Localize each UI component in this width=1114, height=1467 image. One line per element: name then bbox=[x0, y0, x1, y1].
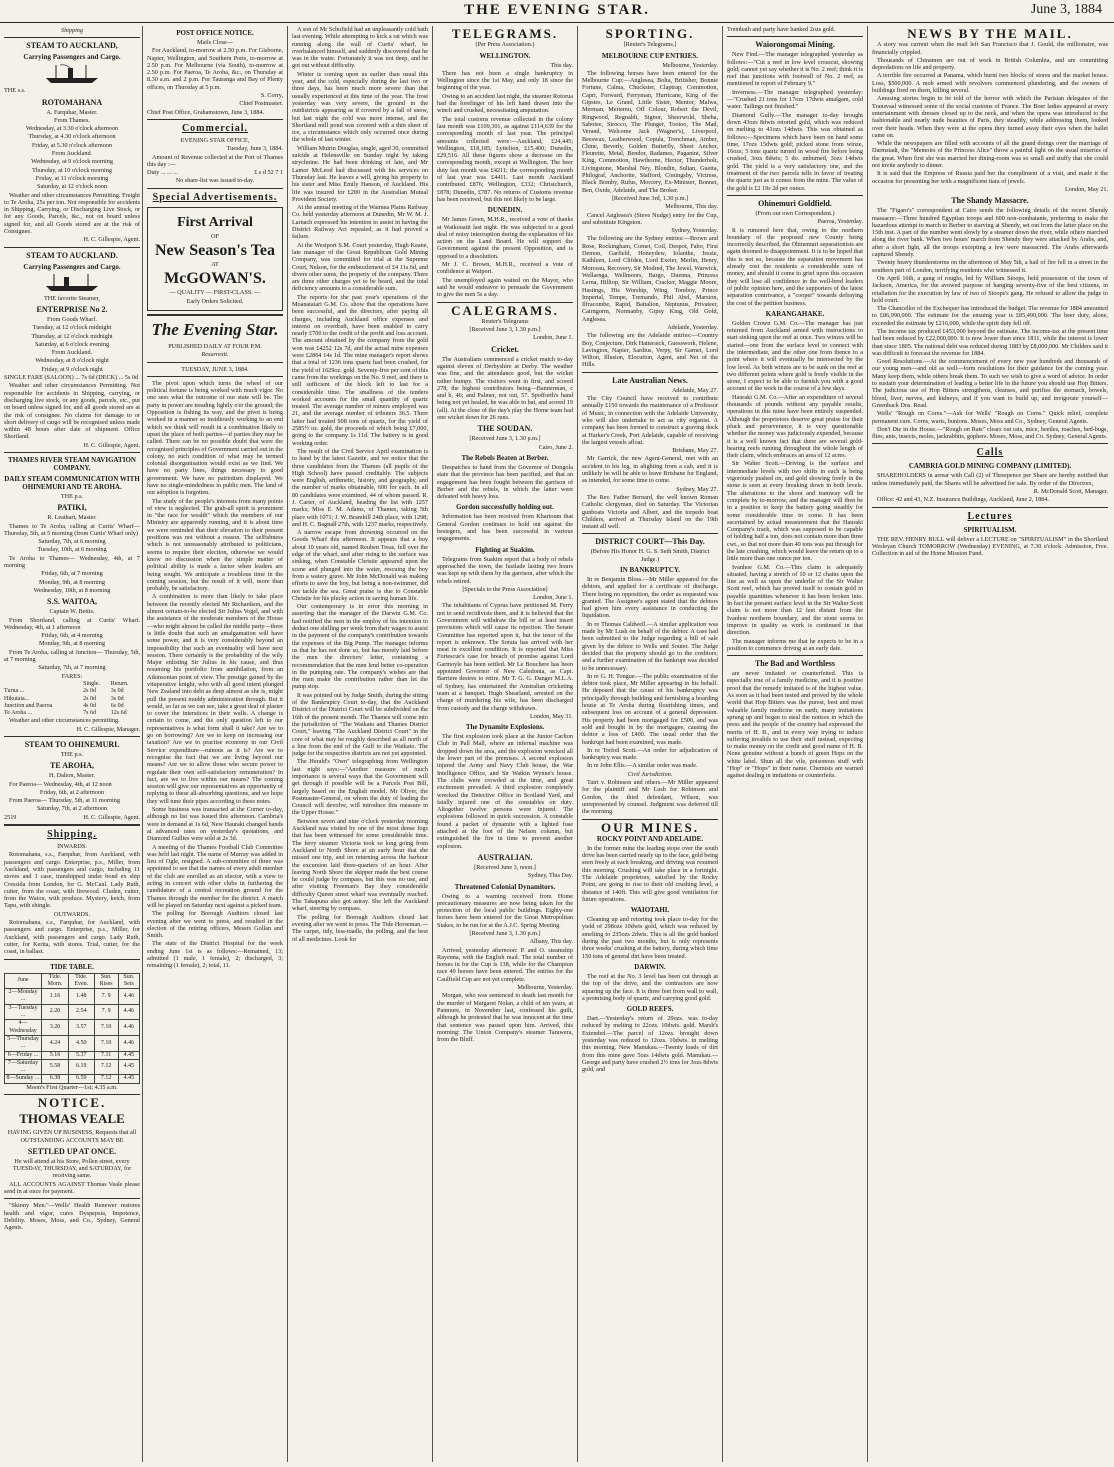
article-paragraph: Mr James Green, M.H.R., received a vote of thanks at Waikouaiti last night. He was subjected to a good deal of noisy interruption during the explanation of his action on the Land Board. He will support the Government against the present Opposition, and is opposed to a dissolution. bbox=[437, 216, 573, 260]
section-heading: OUR MINES. bbox=[600, 819, 699, 835]
story-heading: The Rebels Beaten at Berber. bbox=[461, 453, 549, 462]
article-paragraph: The Rev. Father Bernard, the well known Roman Catholic clergyman, died on Saturday. The Victorian gunboats Victoria and Albert, and the torpedo boat Childers, arrived at Thursday Island on the 19th instant all well. bbox=[582, 493, 718, 531]
article-paragraph: It is rumored here that, owing to the northern boundary of the proposed new County being incorrectly described, the Ohinemuri separationists are again doomed to disappointment. It is to be hoped that this is not so, because the separation movement has already cost the residents a considerable sum of money, and should it come to grief upon this occasion they will lose all confidence in the well-bred leaders of public opinion here, and the supporters of the latest separation contrivance, a "cooper" towards defraying the cost of the petition business. bbox=[727, 226, 863, 307]
sailing-time: Saturday, 7th, at 7 morning bbox=[38, 664, 106, 672]
sailing-time: Monday, 9th, at 8 morning bbox=[39, 640, 105, 648]
signer-name: S. Corry, bbox=[260, 92, 283, 100]
article-paragraph: Between seven and nine o'clock yesterday morning Auckland was visited by one of the most dense fogs that has been witnessed for some considerable time. The ferry steamer Victoria took so long going from Auckland to North Shore at an early hour that she missed one trip, and on returning across the harbour the excursion laid three-quarters of an hour. After leaving North Shore the skipper made the best course he could judge by compass, but this was no use, and after visiting Freeman's Bay they considerable difficulty Queen street wharf was eventually reached. The Takapuna also got astray. She left the Auckland wharf, steering by compass. bbox=[292, 817, 428, 913]
steamship-icon bbox=[42, 273, 102, 293]
ad-subheading: DAILY STEAM COMMUNICATION WITH OHINEMURI AND TE AROHA. bbox=[4, 474, 140, 491]
article-paragraph: The reef at the No. 3 level has been cut through at the top of the drive, and the contractors are now squaring up the face. It is three feet from wall to wall, a promising body of quartz, and carrying good gold. bbox=[582, 972, 718, 1002]
ship-name: PATIKI, bbox=[57, 503, 87, 513]
article-paragraph: The first explosion took place at the Junior Carlton Club in Pall Mall, where an infernal machine was dropped down the area, and the explosion wrecked all the lower part of the premises. A second explosion injured the Army and Navy Club house, the War Intelligence Office, and Sir Watkin Wynne's house. The clubs were crowded at the time, and great excitement prevailed. A third explosion completely wrecked the Detective Office in Scotland Yard, and fatally injured one of the constables on duty. Altogether twelve persons were injured. The explosions followed in quick succession. A constable found a packet of dynamite with a lighted fuse attached at the foot of the Nelson column, but extinguished the fire in time to prevent another explosion. bbox=[437, 733, 573, 850]
article-paragraph: The following are the Adelaide entries:—Country Boy, Conjecture, Dirk Hatteraick, Guesswork, Helene, Lavington, Napier, Sardius, Verpy, Sir Garnet, Lord Wilton, Illusion, Elocution, Agent, and Net of the Hills. bbox=[582, 332, 718, 369]
sailing-time: Thames to Te Aroha, calling at Curtis' Wharf— Thursday, 5th, at 5 morning (from Curtis' Wharf only) bbox=[4, 522, 140, 537]
article-paragraph: At the Westport S.M. Court yesterday, Hugh Keane, late manager of the Great Republican Gold Mining Company, was committed for trial at the Supreme Court, Nelson, for the embezzlement of £4 11s 6d, and divers other sums, the property of the company. There are three other charges yet to be heard, and the total deficiency amounts to a considerable sum. bbox=[292, 241, 428, 293]
sailing-time: Saturday, at 6 o'clock evening bbox=[34, 340, 110, 348]
tide-table-heading: TIDE TABLE. bbox=[50, 962, 94, 971]
ship-name: TE AROHA, bbox=[49, 761, 94, 771]
notice-text: He will attend at his Store, Pollen street, every TUESDAY, THURSDAY, and SATURDAY, for receiving same. bbox=[12, 1157, 132, 1180]
dateline: Melbourne, Yesterday. bbox=[662, 61, 718, 69]
masthead bbox=[0, 0, 1114, 23]
table-row: Turua ... 2s 0d 3s 0d bbox=[4, 688, 124, 695]
article-paragraph: The inhabitants of Cyprus have petitioned M. Ferry not to send recidivists there, and it is believed that the Government will withdraw the bill or at least insert provisions which will cause its rejection. The Senate Committee has reported upon it, but the tenor of the report is unknown. The Sorata has arrived with her meat in excellent condition. It is reported that Miss Fortescue's case for breach of promise against Lord Garmoyle has been settled. Mr Le Bouchere has been appointed Governor of New Caledonia, as Capt. Barriere desires to retire. Mr T. G. G. Danger M.L.A. of Sydney, has entertained the Australian cricketing team at a banquet. Hugh Shearland, arrested on the charge of murdering his wife, has been discharged from custody and the charge withdrawn. bbox=[437, 602, 573, 712]
sailing-time: Saturday, 7th, at 6 morning bbox=[38, 538, 106, 546]
ship-line: THE p.s. bbox=[60, 751, 84, 758]
article-paragraph: In re Benjamin Bloss.—Mr Miller appeared for the debtors, and applied for a certificate of discharge. There being no opposition, the order as requested was granted. The Assignee's agent stated that the debtors had given him every assistance in conducting the liquidation. bbox=[582, 576, 718, 620]
article-paragraph: Dart.—Yesterday's return of 29ozs. was to-day reduced by melting to 22ozs. 10dwts. gold. Marsh's Extended.—The parcel of 12ozs. brought down yesterday was reduced to 12ozs. 10dwts. in melting this morning. New Manukau.—Twenty loads of dirt from this mine gave 5ozs 14dwts gold. Manukau.—George and party have crushed 2½ tons for 3ozs 8dwts gold, and bbox=[582, 1015, 718, 1074]
ad-intro: THE favorite Steamer, bbox=[44, 294, 100, 302]
article-paragraph: Despatches to hand from the Governor of Dongola state that the province has been pacified, and that an engagement has been fought between the garrison of Berber and the rebels, in which the latter were defeated with heavy loss. bbox=[437, 463, 573, 501]
article-paragraph: Mr Garrick, the new Agent-General, met with an accident to his leg, in alighting from a cab, and it is unlikely he will be able to leave Brisbane for England, as intended, for some time to come. bbox=[582, 455, 718, 485]
shipping-note: Weather and other circumstances Permitting. Freight to Te Aroha, 25s per ton. Not responsible for accidents in Shipping, Carrying, or Discharging Live Stock, or for any Goods, Parcels, &c., not on board unless signed for, and all Goods stored are at the risk of Consignee. bbox=[4, 191, 140, 236]
route-heading: From Goods Wharf. bbox=[47, 315, 97, 323]
sailing-time: Friday, at 11 o'clock morning bbox=[35, 174, 109, 182]
sailing-time: Thursday, at 4.30 o'clock afternoon bbox=[28, 133, 116, 141]
article-paragraph: Arrived, yesterday afternoon: P. and O. steamship Rayenna, with the English mail. The total number of horses in for the Cup is 138, while for the Champion race 40 horses have been entered. The entries for the Caulfield Cup are not yet complete. bbox=[437, 946, 573, 983]
article-paragraph: Golden Crown G.M. Co.—The manager has just returned from Auckland armed with instructions to start sinking upon the reef at once. Two winzes will be started—one from the surface level to connect with the intermediate, and the other one from thence to a point where it will eventually be intersected by the low level. As both winzes are to be sunk on the reef at two different points where gold is freely visible in the stone, I expect to be able to furnish you with a good account of the work in the course of a few days. bbox=[727, 319, 863, 393]
tide-table: June Tide. Morn. Tide. Even. Sun. Rises Sun. Sets 2—Monday ... 1.16 1.48 7. 9 4.46 3—Tuesday ... 2.20 2.54 7. 9 4.46 4—Wednesday 3.20 3.57 7.10 4.46 5—Thursday ... 4.24 4.50 7.10 4.46 6—Friday ... 5.16 5.37 7.11 4.45 7—Saturday ... 5.58 6.19 7.12 4.45 8—Sunday ... 6.38 6.59 7.12 4.45 bbox=[4, 973, 140, 1084]
dateline: Melbourne, This day. bbox=[665, 203, 718, 211]
ad-headline: First Arrival bbox=[177, 214, 253, 230]
ad-text: AT bbox=[211, 261, 219, 269]
ad-heading: SPIRITUALISM. bbox=[963, 525, 1017, 534]
table-row: Te Aroha ... 7s 6d 12s 6d bbox=[4, 710, 127, 717]
article-paragraph: Some business was transacted at the Corner to-day, although no list was issued this afternoon. Cambria's were in demand at 1s 6d, New Hauraki changed hands at advanced rates on yesterday's quotations, and Diamond Gullies were sold at 2s 3d. bbox=[147, 806, 283, 843]
ship-line: THE p.s. bbox=[60, 492, 84, 500]
section-heading: Waiorongomai Mining. bbox=[755, 40, 835, 50]
subheading: OUTWARDS. bbox=[54, 910, 90, 918]
section-heading: Shipping. bbox=[47, 829, 97, 841]
article-paragraph: William Muirin Douglas, single, aged 30, committed suicide at Helensville on Sunday night by taking strychnine. He had been drinking of late, and Mr Lamor McLeod had discussed with his services on Thursday last. He leaves a will, giving his property to his sister and Miss Emily Hanson, of Auckland. His life was insured for £200 in the Australian Mutual Provident Society. bbox=[292, 144, 428, 203]
article-paragraph: Hauraki G.M. Co.—After an expenditure of several thousands of pounds without any payable results, operations in this mine have been entirely suspended. Although the proprietors deserve great praise for their pluck and perseverance, it is very questionable whether the money was judiciously expended, because it is a well known fact that there are several gold-bearing reefs running throughout the whole length of their claim, which embraces an area of 12 acres. bbox=[727, 393, 863, 460]
issue-dateline: TUESDAY, JUNE 3, 1884. bbox=[181, 365, 249, 373]
ad-address: Office: 42 and 43, N.Z. Insurance Buildings, Auckland, June 2, 1884. bbox=[877, 496, 1049, 504]
column-4 bbox=[437, 26, 573, 1462]
dateline: Tuesday, June 3, 1884. bbox=[226, 145, 283, 153]
story-heading: DARWIN. bbox=[634, 962, 666, 971]
section-heading: AUSTRALIAN. bbox=[477, 852, 533, 862]
subheading: IN BANKRUPTCY. bbox=[619, 566, 681, 574]
article-paragraph: Our contemporary is in error this morning in asserting that the manager of the Darwin G.M. Co. had notified the men in the employ of his intention to deduct one shilling per week from their wages to assist in the payment of the company's contribution towards the expenses of the Big Pump. The manager informs us that he has not done so, but has merely laid before the men the directors' letter, containing a recommendation that the men lend better co-operation in the pumping rate. The company's wishes are that the men make the contribution rather than let the pump stop. bbox=[292, 603, 428, 691]
route-heading: From Auckland. bbox=[51, 150, 93, 158]
advertisement-text: THE REV. HENRY BULL will deliver a LECTURE on "SPIRITUALISM" in the Shortland Wesleyan Church TOMORROW (Wednesday) EVENING, at 7.30 o'clock. Admission, Free. Collection in aid of the Home Mission Fund. bbox=[872, 535, 1108, 558]
sailing-time: From Shortland, calling at Curtis' Wharf. Wednesday, 4th, at 1 afternoon bbox=[4, 616, 140, 631]
office-line: EVENING STAR OFFICE, bbox=[180, 136, 250, 144]
wire-source: [Reuter's Telegrams.] bbox=[623, 41, 677, 49]
article-paragraph: Ivanhoe G.M. Co.—This claim is adequately situated, having a stretch of 10 or 12 chains upon the line as well as upon the underlie of the Sir Walter Scott reef, which has proved itself to contain gold in payable quantities whenever it has been broken into. In fact the present surface level in the Sir Walter Scott claim is not more than 12 feet distant from the Ivanhoe northern boundary, and the stone seems to improve in quality as work is continued in that direction. bbox=[727, 563, 863, 637]
dateline: London, June 1. bbox=[533, 594, 573, 602]
section-heading: Calls bbox=[976, 447, 1004, 459]
ship-master: Captain W. Bettis. bbox=[49, 608, 95, 616]
advertisement-text: "Skinny Men."—Wells' Health Renewer restores health and vigor, cures Dyspepsia, Impotence, Debility. Moses, Moss, and Co., Sydney, General Agents. bbox=[4, 1202, 140, 1232]
column-6 bbox=[727, 26, 863, 1462]
wire-source: (Per Press Association.) bbox=[475, 41, 535, 49]
ad-heading: POST OFFICE NOTICE. bbox=[176, 29, 254, 37]
story-heading: WAIOTAHI. bbox=[630, 906, 670, 915]
article-paragraph: Cancel Anglesea's (Steve Nudge) entry for the Cup, and substitute Kingston. bbox=[582, 211, 718, 226]
story-heading: GOLD REEFS. bbox=[626, 1005, 674, 1014]
advertisement-text: SHAREHOLDERS in arrear with Call (2) of Threepence per Share are hereby notified that unless immediately paid, the Shares will be advertised for sale. By order of the Directors, bbox=[872, 472, 1108, 487]
article-paragraph: A terrible fire occurred at Panama, which burnt two blocks of stores and the market house. Loss, $500,000. A mob armed with revolvers commenced plundering, and the owners of buildings fired on them, killing several. bbox=[872, 72, 1108, 95]
sailing-time: From Paeroa— Thursday, 5th, at 11 morning bbox=[9, 797, 120, 805]
sailing-time: For Paeroa— Wednesday, 4th, at 12 noon bbox=[9, 780, 112, 788]
wire-source: Reuter's Telegrams bbox=[481, 317, 529, 325]
table-row: 3—Tuesday ... 2.20 2.54 7. 9 4.46 bbox=[5, 1004, 140, 1020]
dateline: Adelaide, Yesterday. bbox=[667, 323, 718, 331]
newspaper-title: THE EVENING STAR. bbox=[464, 2, 650, 18]
article-paragraph: In re Thomas Caldwell.—A similar application was made by Mr Lush on behalf of the debtor. A case had been submitted to the Judge regarding a bill of sale given by the debtor to Wells and Souter. The Judge decided that the property should go to the creditors; and a further examination of the bankrupt was decided to be unnecessary. bbox=[582, 620, 718, 672]
table-row: 7—Saturday ... 5.58 6.19 7.12 4.45 bbox=[5, 1059, 140, 1075]
article-paragraph: Sir Walter Scott.—Driving is the surface and intermediate levels with two shifts in each is being vigorously pushed on, and gold showing freely in the stone is seen at every breaking down in both levels. The alterations to the shoot and tramway will be complete by to-morrow, and the manager will then be in a position to keep the battery going steadily for some considerable time to come. It has been ascertained by actual measurement that the Hauraki Company's track, which was supposed to be capable of holding half a ton, does not contain more than three cwt., so that not more than 40 tons was put through for the late crushing, which would leave the return up to a little more than one ounce per ton. bbox=[727, 460, 863, 563]
article-paragraph: Owing to an accident last night, the steamer Rotorua had the forefinger of his left hand drawn into the winch and crushed, necessitating amputation. bbox=[437, 92, 573, 115]
place-heading: DUNEDIN. bbox=[487, 206, 523, 215]
table-row: 5—Thursday ... 4.24 4.50 7.10 4.46 bbox=[5, 1035, 140, 1051]
subheading: INWARDS. bbox=[57, 843, 87, 851]
article-paragraph: A narrow escape from drowning occurred on the Goods Wharf this afternoon. It appears that a boy about 10 years old, named Reuben Treas, fell over the edge of the wharf, and after rising to the surface was sinking, when Constable Christie appeared upon the scene and plunged into the water, rescuing the boy from a watery grave. Mr John McDonald was making efforts to save the boy, but being a non-swimmer, did not tackle the sea. Great praise is due to Constable Christie for his plucky action in saving human life. bbox=[292, 529, 428, 602]
motto: Resurrexit. bbox=[201, 351, 229, 359]
ad-code: 2519 bbox=[4, 813, 17, 821]
route-heading: From Auckland. bbox=[51, 349, 93, 357]
article-paragraph: The City Council have received to contribute annually £150 towards the maintenance of a Professor of Music, in connection with the Adelaide University, who will also undertake to act as city organist. A company has been formed to construct a graving dock at Harker's Creek, Port Adelaide, capable of receiving the largest vessels afloat. bbox=[582, 395, 718, 446]
signer-title: Chief Postmaster. bbox=[239, 100, 283, 108]
notice-text: ALL ACCOUNTS AGAINST Thomas Veale please send in at once for payment. bbox=[4, 1180, 140, 1196]
ad-text: — QUALITY — FIRST-CLASS. — bbox=[169, 289, 261, 297]
ad-heading: CAMBRIA GOLD MINING COMPANY (LIMITED). bbox=[908, 462, 1072, 471]
article-paragraph: A meeting of the Thames Football Club Committee was held last night. The name of Murray was added in lieu of Ogle, resigned. A sub-committee of three was appointed to see that the names of every adult member of the club are enrolled as an elector, with a view to acting in concert with other clubs in furthering the candidature of a central recreation ground for the Thames through the member for the district. A match will be played on Saturday next against a picked team. bbox=[147, 843, 283, 909]
article-paragraph: The reports for the past year's operations of the Moanataiari G.M. Co. show that the operations have been successful, and the directors, after paying all charges, including Auckland office expenses and interest on overdraft, have been enabled to carry nearly £700 to the credit of the profit and loss account. The amount obtained by the company from the gold won was £4252 12s 7d, and the actual mine expenses were £2864 14s 1d. The mine manager's report shows that a total of 1236 tons quartz had been crushed, for the yield of 1629oz. gold. Seventy-five per cent of this came from the workings on the No. 9 reef, and there is still sufficient of the block left to last for a considerable time. The smallness of the tenders worked accounts for the small quantity of quartz treated. The average number of miners employed was 21, and the average number of tributers 36.5. There latter had treated 908 tons of quartz, for the yield of 2585½ oz. gold, the proceeds of which being £7,000, going to the company 1s 11d. The battery is in good working order. bbox=[292, 293, 428, 447]
article-paragraph: The total customs revenue collected in the colony last month was £109,301, as against £114,639 for the corresponding month of last year. The principal amounts collected were:—Auckland, £24,445; Wellington, £18,185; Lyttelton, £15,400; Dunedin, £29,516. All these figures show a decrease on the corresponding month, except at Wellington. The beer duty last month was £4211; the corresponding month of last year was £4411. Last month Auckland contributed £876; Wellington, £332; Christchurch, £878; Dunedin, £787. No returns of Customs revenue has been received, but this not likely to be large. bbox=[437, 115, 573, 203]
article-paragraph: The state of the District Hospital for the week ending June 1st is as follows:—Remained, 13; admitted (1 male, 1 female), 2; discharged, 3; remaining (1 female), 2; total, 11. bbox=[147, 940, 283, 970]
ship-line: THE s.s. bbox=[4, 87, 26, 95]
moon-phase: Moon's First Quarter—1st; 4.35 a.m. bbox=[26, 1083, 118, 1091]
article-text: Rotomahana, s.s., Farquhar, for Auckland, with passengers and cargo. Enterprise, p.s., Miller, for Auckland, with passengers and cargo. Lady Ruth, cutter, for Kerita, with stores. Trial, cutter, for the coast, in ballast. bbox=[4, 919, 140, 956]
sailing-time: Thursday, at 10 o'clock morning bbox=[32, 166, 112, 174]
fares-heading: FARES: bbox=[61, 672, 83, 680]
article-paragraph: Tairi v. Robinson and others.—Mr Miller appeared for the plaintiff and Mr Lush for Robinson and Gordon, the third defendant, Wilson, was unrepresented by counsel. Judgment was deferred till the morning. bbox=[582, 779, 718, 816]
article-paragraph: A son of Mr Schofield had an unpleasantly cold bath last evening. While attempting to kick a rat which was running along the wall of Curtis' wharf, he overbalanced himself, and suddenly discovered that he was in the water. Fortunately it was not deep, and he got out without difficulty. bbox=[292, 26, 428, 70]
subheading: Mails Close— bbox=[197, 39, 233, 46]
section-heading: Ohinemuri Goldfield. bbox=[758, 198, 832, 208]
sailing-time: Saturday, 7th, at 2 afternoon bbox=[36, 805, 108, 813]
dateline: Albany, This day. bbox=[529, 938, 573, 946]
story-heading: Cricket. bbox=[491, 344, 519, 354]
article-paragraph: While the newspapers are filled with accounts of all the grand doings over the marriage of Darmstadt, the "Memoirs of the Princess Alice" throw a painful light on the usual miseries of the great. When first she was married her dining-room was so small and stuffy that she could not invite anybody to dinner. bbox=[872, 140, 1108, 170]
duty-label: Duty ... ... ... bbox=[147, 169, 178, 177]
sailing-time: Tuesday, 10th, at 6 morning bbox=[37, 546, 107, 554]
ship-name: ENTERPRISE No 2. bbox=[36, 304, 108, 314]
advertisement-heading: The Bad and Worthless bbox=[754, 659, 836, 669]
article-paragraph: A story was current when the mail left San Francisco that J. Gould, the millionaire, was financially crippled. bbox=[872, 41, 1108, 56]
article-paragraph: New Find.—The manager telegraphed yesterday as follows:—"Cut a reef in low level crosscut, showing gold; cannot yet say whether it is No. 2 reef; think it is reef that junctions with footwall of No. 2 reef, as mentioned in report of February 9." bbox=[727, 51, 863, 88]
article-paragraph: The manager informs me that he expects to be in a position to commence driving at an early date. bbox=[727, 637, 863, 652]
note: No share-list was issued to-day. bbox=[175, 177, 255, 185]
sailing-time: Wednesday, at 3.30 o'clock afternoon bbox=[25, 125, 119, 133]
section-heading: Commercial. bbox=[181, 122, 249, 134]
article-paragraph: Twenty heavy thunderstorms on the afternoon of May 5th, a hail of fire fell in a street in the southern part of London, terrifying residents who witnessed it. bbox=[872, 259, 1108, 274]
sailing-time: Friday, at 9 o'clock night bbox=[41, 365, 103, 373]
publication-note: PUBLISHED DAILY AT FOUR P.M. bbox=[168, 342, 262, 350]
shipping-note: Weather and other circumstances Permitting. Not responsible for accidents in Shipping, carrying, or discharging live stock, or any goods, parcels, etc., put on board unless signed for, and all goods stored are at the risk of consignee. No claims for damage to or short delivery of cargo will be recognised unless made within 48 hours after date of shipment. Office Shortland. bbox=[4, 382, 140, 441]
section-heading: DISTRICT COURT—This Day. bbox=[595, 537, 705, 547]
article-paragraph: The polling for Borough Auditors closed last evening after we went to press, and resulted in the election of the retiring officers, Messrs Gollan and Smith. bbox=[147, 910, 283, 940]
table-row: 2—Monday ... 1.16 1.48 7. 9 4.46 bbox=[5, 989, 140, 1005]
wire-source: [Specials to the Press Association] bbox=[462, 585, 548, 593]
ad-text: Early Orders Solicited. bbox=[186, 297, 244, 305]
dateline: London, May 31. bbox=[530, 712, 573, 720]
article-paragraph: Inverness.—The manager telegraphed yesterday:—"Crushed 21 tons for 17ozs 17dwts amalgam, cold water. Tailings not finished." bbox=[727, 88, 863, 111]
article-paragraph: The "Figaro's" correspondent at Cairo sends the following details of the recent Shendy massacre:—Three hundred Egyptian troops and 600 non-combatants, preferring to make the hazardous attempt to march to Berber to starving at Shendy, set out from the latter place on the 15th inst. A part of the number went slowly by a steamer down the river, while others marched along the river bank. When two hours' march from Shendy they were attacked by Arabs, and, after a short fight, all the troops excepting a few were massacred. The Arabs afterwards captured Shendy. bbox=[872, 207, 1108, 259]
section-heading: CALEGRAMS. bbox=[451, 302, 559, 318]
sailing-time: Te Aroha to Thames— Wednesday, 4th, at 7 morning bbox=[4, 554, 140, 570]
ship-name: ROTOMAHANA bbox=[41, 97, 103, 107]
fare-line: SINGLE FARE (SALOON) ... 7s 6d (DECK) ... 5s 0d bbox=[4, 374, 139, 382]
ad-subheading: Carrying Passengers and Cargo. bbox=[23, 53, 121, 62]
paper-nameplate: The Evening Star. bbox=[151, 319, 279, 339]
received-line: [Received June 3, noon.] bbox=[474, 863, 536, 871]
tea-advertisement bbox=[147, 207, 283, 311]
ship-master: R. Leathart, Master. bbox=[47, 514, 97, 522]
article-paragraph: It is said that the Empress of Russia paid her the compliment of a visit, and made it the occasion for presenting her with a magnificent tiara of jewels. bbox=[872, 170, 1108, 185]
agent-name: H. C. Gillespie, Agent. bbox=[83, 813, 140, 821]
article-paragraph: In re John Ellis.—A similar order was made. bbox=[587, 762, 698, 770]
received-line: [Received June 3rd, 1.30 p.m.] bbox=[611, 194, 689, 202]
received-line: [Received June 3, 1.30 p.m.] bbox=[469, 326, 541, 334]
article-text: Amount of Revenue collected at the Port of Thames this day :— bbox=[147, 153, 283, 168]
article-paragraph: The Chancellor of the Exchequer has introduced the budget. The revenue for 1884 amounted to £86,990,000. The estimate for the ensuing year is £85,490,000. The beer duty, alone, exceeded the estimate by £216,000, while the spirit duty fell off. bbox=[872, 305, 1108, 327]
table-row: Hikutaia... 2s 0d 3s 0d bbox=[4, 695, 124, 702]
article-paragraph: The unemployed again waited on the Mayor, who said he would endeavor to persuade the Government to give the men 5s a day. bbox=[437, 276, 573, 299]
article-paragraph: Cleaning up and retorting took place to-day for the yield of 298ozs 10dwts gold, which was reduced by smelting to 235ozs 2dwts. This is all the gold banked during the past two months, but is only represents three weeks' crushing at the battery, during which time 150 tons of general dirt have been treated. bbox=[582, 916, 718, 960]
article-paragraph: Good Resolutions.—At the commencement of every new year hundreds and thousands of our young men—and old as well—form resolutions for their guidance for the coming year. Many keep them, while others break them. To such we wish to give a word of advice. In order to sustain your determination of leading a better life in the future you should use Hop Bitters. The judicious use of Hop Bitters strengthens, cleanses, and purifies the stomach, bowels, blood, liver, nerves, and kidneys, and if you want to build up, and invigorate yourself—Greenback Dos. Read. bbox=[872, 358, 1108, 409]
section-heading: Lectures bbox=[967, 510, 1013, 522]
article-paragraph: Amusing stories begin to be told of the horror with which the Parisian delegates of the Transvaal witnessed some of the social customs of France. The Boer ladies appeared at every entertainment with dresses closed up to the neck, and when the opera was introduced to the fashionable and nearly nude beauties of Paris, they steadily, while addressing them, looked over their heads. When they were at the opera they turned away their eyes when the ballet came on. bbox=[872, 95, 1108, 139]
article-paragraph: The polling for Borough Auditors closed last evening after we went to press. The Tide Horseman.—The carpet, tidy, boa-toadle, the polling, and the best of all medicines. Look for bbox=[292, 913, 428, 943]
story-heading: Gordon successfully holding out. bbox=[456, 503, 554, 512]
sailing-time: From Te Aroha, calling at Junction— Thursday, 5th, at 7 morning bbox=[4, 648, 140, 664]
section-heading: SPORTING. bbox=[605, 26, 695, 41]
place-heading: WELLINGTON. bbox=[479, 51, 531, 60]
ship-name: S.S. WAITOA, bbox=[47, 597, 97, 607]
notice-text: HAVING GIVEN UP BUSINESS, Requests that all OUTSTANDING ACCOUNTS MAY BE bbox=[7, 1129, 137, 1144]
issue-date: June 3, 1884 bbox=[1030, 2, 1102, 17]
route-heading: From Thames. bbox=[54, 116, 90, 124]
agent-name: H. C. Gillespie, Agent. bbox=[83, 236, 140, 244]
fares-table: Single. Return. Turua ... 2s 0d 3s 0d Hikutaia... 2s 0d 3s 0d Junction and Paeroa 4s 0d 6s 0d Te Aroha ... 7s 6d 12s 6d bbox=[4, 681, 140, 717]
received-line: [Received June 3, 1.30 p.m.] bbox=[469, 435, 541, 443]
steamship-icon bbox=[42, 63, 102, 85]
signer-name: R. McDonald Scott, Manager. bbox=[1033, 488, 1108, 496]
article-paragraph: There has not been a single bankruptcy in Wellington since the 1st May, and only 18 since the beginning of the year. bbox=[437, 69, 573, 92]
article-paragraph: The following are the Sydney entries:—Brown and Rose, Rockingham, Comet, Coil, Despot, Fabo, First Demon, Garfield, Honeydew, Iolanthe, Jessie, Kathleen, Lord Clifden, Lord Exeter, Merlin, Henry, Morceau, Recovery, Sir Modred, The Jewel, Warwick, Wellarnga, Wellmoors, Bargo, Duenna, Princess Lerna, Hilltop, Sir William, Cracker, Maggie Moore, Hastings, His Worship, Wing, Tomboy, Prince Imperial, Tempe, Tremando, Phil Abel, Marston, Ilfracombe, Rapid, Battalion, Neptunus, Privateer, Cairngorm, Normanby, Gipsy King, Old Gold, Anglesea. bbox=[582, 235, 718, 323]
dateline: Brisbane, May 27. bbox=[672, 447, 718, 455]
story-heading: KARANGAHAKE. bbox=[765, 309, 825, 318]
ad-subheading: Carrying Passengers and Cargo. bbox=[23, 262, 121, 271]
table-row: Junction and Paeroa 4s 0d 6s 0d bbox=[4, 702, 124, 709]
ad-headline: McGOWAN'S. bbox=[164, 270, 266, 288]
notice-heading: NOTICE. bbox=[37, 1094, 107, 1110]
article-paragraph: The Australians commenced a cricket match to-day against eleven of Derbyshire at Derby. The weather was fine, and the attendance good, but the wicket rather bumpy. The visitors went in first, and scored 278, the highest contributors being—Bannerman, c and b, 46; and Palmer, not out, 57. Spofforth's hand being not yet healed, he was able to bat, and scored 19 (all). At the close of the day's play the Home team had one wicket down for 26 runs. bbox=[437, 355, 573, 422]
shipping-note: Weather and other circumstances permitting. bbox=[9, 717, 120, 725]
column-7 bbox=[872, 26, 1108, 1462]
article-paragraph: Mr J. C. Brown, M.H.R., received a vote of confidence at Waipori. bbox=[437, 261, 573, 276]
article-paragraph: In re G. H. Tongue.—The public examination of the debtor took place, Mr Miller appearing in his behalf. He deposed that the cause of his bankruptcy was principally through building and furnishing a boarding house at Te Aroha during flourishing times, and subsequent loss on account of a general depression. His property had been mortgaged for £500, and was sold and bought in by the mortgagee, causing the debtor a loss of £400. The usual order that the bankrupt had been examined, was made. bbox=[582, 672, 718, 746]
advertisement-text: are never imitated or counterfeited. This is especially true of a family medicine, and it is positive proof that the remedy imitated is of the highest value. As soon as it had been tested and proved by the whole world that Hop Bitters was the purest, best and most valuable family medicine on earth, many imitations sprung up and began to steal the notices in which the press and the people of the country had expressed the merits of H. B., and in every way trying to induce suffering invalids to use their stuff instead, expecting to make money on the credit and good name of H. B. None genuine without a bunch of green Hops on the white label. Shun all the vile, poisonous stuff with "Hop" or "Hops" in their name. Chemists are warned against dealing in imitations or counterfeits. bbox=[727, 670, 863, 780]
column-3 bbox=[292, 26, 428, 1462]
agent-name: H. C. Gillespie, Manager. bbox=[76, 725, 140, 733]
table-row: 4—Wednesday 3.20 3.57 7.10 4.46 bbox=[5, 1020, 140, 1036]
dateline: London, June 1. bbox=[533, 334, 573, 342]
dateline: Sydney, This Day. bbox=[527, 872, 573, 880]
dateline: This day. bbox=[550, 61, 573, 69]
section-label: Shipping bbox=[60, 27, 83, 34]
article-paragraph: Owing to a warning received from Home precautionary measures are now being taken for the protection of the local public buildings. Eighty-one horses have been entered for the Great Metropolitan Stakes, to be run for at the A.J.C. Spring Meeting. bbox=[437, 892, 573, 929]
sailing-time: Tuesday, at 12 o'clock midnight bbox=[32, 324, 112, 332]
signer-office: Chief Post Office, Grahamstown, June 3, 1884. bbox=[147, 108, 265, 116]
column-1 bbox=[4, 26, 140, 1462]
column-2 bbox=[147, 26, 283, 1462]
story-heading: Threatened Colonial Dynamitors. bbox=[454, 882, 556, 891]
story-heading: Fighting at Suakim. bbox=[475, 545, 535, 554]
article-text: Rotomahana, s.s., Farquhar, from Auckland, with passengers and cargo. Enterprise, p.s., Miller, from Auckland, with passengers and cargo, including 11 stoves and 1 case, transhipped under bond ex ship Cressida from London, for G. McCaul. Lady Ruth, cutter, from the coast, with firewood. Cluden, cutter, from the Waiou, with produce. Mystery, ketch, from Tapu, with shingle. bbox=[4, 851, 140, 910]
article-paragraph: Don't Die in the House.—"Rough on Rats" clears out rats, mice, beetles, roaches, bed-bugs, flies, ants, insects, moles, jackrabbits, gophers. Moses, Moss, and Co. Sydney, General Agents. bbox=[872, 425, 1108, 441]
section-heading: TELEGRAMS. bbox=[451, 26, 559, 41]
dateline: Adelaide, May 27. bbox=[671, 386, 718, 394]
article-paragraph: Winter is coming upon us earlier than usual this year, and the cold, especially during the last two or three days, has been much more severe than that usually experienced at this time of the year. The frost yesterday was very severe, the ground in the outdistricts appearing as if covered by a fall of snow, but last night the cold was more intense, and the Shortland mill pond was covered with a thin sheet of ice, a circumstance which only occurred once during the whole of last winter. bbox=[292, 70, 428, 144]
article-paragraph: Wells' "Rough on Corns."—Ask for Wells' "Rough on Corns." Quick relief, complete permanent cure. Corns, warts, bunions. Moses, Moss and Co., Sydney, General Agents. bbox=[872, 410, 1108, 425]
ad-headline: New Season's Tea bbox=[154, 242, 276, 260]
ship-master: A. Farquhar, Master. bbox=[46, 108, 98, 116]
ship-master: H. Dalton, Master. bbox=[49, 772, 95, 780]
section-heading: NEWS BY THE MAIL. bbox=[907, 26, 1073, 41]
sailing-time: Friday, at 5.30 o'clock afternoon bbox=[31, 141, 113, 149]
section-heading: Special Advertisements. bbox=[152, 191, 278, 203]
article-paragraph: The income tax produced £453,000 beyond the estimate. The income-tax at the present time had been reduced by £22,000,000. It is now lower than since 1811, while the interest is lower than since 1805. The national debt was reduced during 1883 by £8,000,000. Mr Childers said it was difficult to forecast the revenue for 1884. bbox=[872, 327, 1108, 357]
ad-heading: STEAM TO OHINEMURI. bbox=[24, 740, 120, 749]
dateline: Sydney, May 27. bbox=[676, 485, 718, 493]
section-heading: THE SOUDAN. bbox=[477, 424, 533, 434]
notice-name: THOMAS VEALE bbox=[19, 1111, 125, 1127]
agent-name: H. C. Gillespie, Agent. bbox=[83, 441, 140, 449]
story-heading: The Dynamite Explosions. bbox=[465, 723, 545, 732]
article-paragraph: In the former mine the leading stope over the south drive has been carried nearly up to the face, gold being seen freely at each breaking, and driving was resumed this morning. Crushing will take place in a fortnight. The Adelaide proprietors, satisfied by the Rocky Point, are going to rise to their old crushing level, a distance of 140ft. This will give good ventilation for future operations. bbox=[582, 844, 718, 903]
article-paragraph: Diamond Gully.—The manager to-day brought down 43ozs 8dwts retorted gold, which was reduced on melting to 41ozs 14dwts. This was obtained as follows:—Specimens which have been on hand some time, 17ozs 15dwts gold; picked stone from winze, 16ozs; 5 tons quartz turned in wood fire before being crushed, 3ozs 8dwts; 5 do. unburned, 3ozs 14dwts gold. The yield is a very satisfactory one, and the treatment of the two parcels tells in favor of treating the quartz just as it comes from the mine. The value of the gold is £2 19s 2d per ounce. bbox=[727, 111, 863, 192]
article-paragraph: A combination is more than likely to take place between the recently elected Mr Richardson, and the almost certain-to-be elected Sir Julius Vogel, and with the assistance of the moderate members of the House—who might almost be called the middle party—there is little doubt that such an amalgamation will have some power, and it is very considerably beyond an impossibility that such an eventuality will have next session. There certainly is the probability of the wily Major enlisting Sir Julius in his cause, and thus resuming his portfolio from annihilation, from an Atkinsonian point of view. The prestige gained by the vituperative knight, who with all good intent plunged New Zealand into debt as deep almost as she is, might pull the present muddy administration through. But it would, so far as we can see, take a great deal of plaster to cover the interstices in their walls. A change is certain to come, and the only question left to our representatives is what form shall it take? Are we to go on borrowing? Are we to keep on increasing our taxation? Are we to practise economy in our Civil Service expenditure—ruinous as it is? Are we to recognise the fact that we are living beyond our means? Are we to allow those who secure power to regulate their own self-satisfactory remuneration? In fact, are we to live within our means? The coming session will give our representatives an opportunity of replying to these all-absorbing questions, and we hope they will tune their pipes according to these notes. bbox=[147, 593, 283, 805]
article-paragraph: On April 16th, a gang of roughs, led by William Stoops, held possession of the town of Jackson, America, for the avowed purpose of hanging seventy-five of the best citizens, in retaliation for the execution by law of two of Stoops's gang. He refused to allow the judge to hold court. bbox=[872, 274, 1108, 304]
sailing-time: Saturday, at 12 o'clock noon bbox=[37, 183, 107, 191]
article-text: For Auckland, to-morrow at 2.50 p.m. For Gisborne, Napier, Wellington, and Southern Ports, to-morrow at 2.50 p.m. For Melbourne (via South), to-morrow at 2.50 p.m. For Paeroa, Te Aroha, &c., on Thursday at 8.30 a.m. and 2 p.m. For Tauranga and Bay of Plenty offices, on Thursday at 5 p.m. bbox=[147, 47, 283, 91]
article-paragraph: The result of the Civil Service April examination is to hand by the latest Gazette, and we notice that the three candidates from the Thames (all pupils of the High School) have passed creditably. The subjects were English, arithmetic, history, and geography, and the number of marks obtainable, 600 for each. In all 80 candidates were examined, 44 of whom passed. R. J. Carter, of Auckland, heading the list with 1257 marks; Miss E. M. Adams, of Thames, taking 5th place with 1071; J. W. Bramhill 24th place, with 1298; and H. C. Bagnall 27th, with 1237 marks, respectively. bbox=[292, 447, 428, 528]
sailing-time: Wednesday, 10th, at 8 morning bbox=[33, 586, 111, 594]
subheading: Civil Jurisdiction. bbox=[627, 770, 673, 778]
court-note: (Before His Honor H. G. S. Seth Smith, District Judge.) bbox=[590, 548, 710, 563]
article-paragraph: Thousands of Chinamen are out of work in British Columbia, and are committing depredations on life and property. bbox=[872, 56, 1108, 72]
received-line: [Received June 3, 1.30 p.m.] bbox=[469, 929, 541, 937]
article-paragraph: In re Trefoil Scott.—An order for adjudication of bankruptcy was made. bbox=[582, 746, 718, 762]
dateline: Paeroa, Yesterday. bbox=[817, 218, 863, 226]
article-paragraph: Information has been received from Khartoum that General Gordon continues to hold out against the besiegers, and has been successful in various engagements. bbox=[437, 513, 573, 543]
article-paragraph: The Herald's "Own" telegraphing from Wellington last night says:—"Another measure of much importance is several ways that the Government will get through if possible will be a Parcels Post Bill, largely based on the English model. Mr Oliver, the Postmaster-General, on whom the duty of leading the Council will devolve, will introduce this measure in the Upper House." bbox=[292, 758, 428, 817]
dateline: London, May 21. bbox=[1065, 185, 1108, 193]
story-heading: ROCKY POINT AND ADELAIDE. bbox=[596, 834, 704, 843]
dateline: Cairo, June 2. bbox=[538, 443, 573, 451]
notice-emphasis: SETTLED UP AT ONCE. bbox=[27, 1146, 117, 1156]
article-paragraph: Telegrams from Suakim report that a body of rebels approached the town, the fusilade lasting two hours was kept up with them by the garrison, after which the rebels retired. bbox=[437, 555, 573, 585]
wire-source: (From our own Correspondent.) bbox=[755, 209, 835, 217]
article-paragraph: Morgan, who was sentenced to death last month for the murder of Margaret Nolan, a child of ten years, at Panmure, in November last, confessed his guilt, although he protested that he was innocent at the time that sentence was passed upon him. Arrived, this morning: The Union Company's steamer Tarawera, from the Bluff. bbox=[437, 992, 573, 1044]
ad-heading: STEAM TO AUCKLAND, bbox=[26, 41, 118, 51]
sailing-time: Friday, 6th, at 2 afternoon bbox=[39, 788, 105, 796]
duty-amount: £ s d 52 7 1 bbox=[254, 169, 283, 177]
table-row: 8—Sunday ... 6.38 6.59 7.12 4.45 bbox=[5, 1075, 140, 1083]
story-heading: Late Australian News. bbox=[612, 375, 688, 385]
sailing-time: Wednesday, at 9 o'clock morning bbox=[31, 158, 113, 166]
column-5 bbox=[582, 26, 718, 1462]
story-heading: MELBOURNE CUP ENTRIES. bbox=[602, 51, 698, 60]
sailing-time: Thursday, at 12 o'clock midnight bbox=[31, 332, 113, 340]
article-paragraph: The pivot upon which turns the wheel of our political fortune is being worked with much vigor. No one sees what the outcome of our state will be. The party in power are treading lightly o'er the ground; the Opposition is fishing its way, and the pivot is being worked in a manner so insidiously working to an end which we think will result in a combination likely to upset the place of both parties—if parties they may be called. There can be no possible doubt that were the recognised principles of Government carried out in the colony, no such condition of what may be termed colonial disorganisation would exist as we find. We have no party lines, things necessary to good government. We have no patriotism displayed. We have no single-mindedness in public men. The land of our adoption is forgotten. bbox=[147, 379, 283, 497]
dateline: Melbourne, Yesterday. bbox=[517, 984, 573, 992]
article-paragraph: Trembath and party have banked 2ozs gold. bbox=[727, 26, 836, 33]
ad-heading: STEAM TO AUCKLAND. bbox=[26, 250, 118, 260]
ad-text: OF bbox=[211, 232, 219, 240]
sailing-time: Friday, 6th, at 7 morning bbox=[41, 570, 103, 578]
story-heading: The Shandy Massacre. bbox=[951, 196, 1029, 206]
article-paragraph: At the annual meeting of the Waimea Plains Railway Co. held yesterday afternoon at Dunedin, Mr W. M. J. Larnach expressed his intention to assist in having the District Railway Act repealed, as it had proved a failure. bbox=[292, 204, 428, 241]
sailing-time: Friday, 6th, at 4 morning bbox=[41, 632, 103, 640]
article-paragraph: It was pointed out by Judge Smith, during the sitting of the Bankruptcy Court to-day, that the Auckland District of the District Court will be subdivided on the 16th of the present month. The Thames will come into the jurisdiction of "The Waikato and Thames District Court," leaving "The Auckland District Court" in the core of what may be roughly described as all north of a line from the end of the Gulf to the Waikato. The judge for the respective districts are not yet appointed. bbox=[292, 691, 428, 758]
article-paragraph: The study of the people's interests from many points of view is neglected. The grab-all spirit is prominent in "the race for wealth" which the members of our Ministry are apparently running, and it is about time we were reminded that their elevation to their present positions was not without a reason. The selfishness which is not unreasonably attributed to politicians, seems to require their election, otherwise we would know no discussion when the simple matter of political ability is made a factor when leaders are being sought. We anticipate a troublous time in the coming session, but the result of it will, more than probably, be satisfactory. bbox=[147, 497, 283, 593]
article-paragraph: The following horses have been entered for the Melbourne Cup:—Anglesea, Bolta, Britisher, Bonnie Fortune, Calma, Chuckster, Claptrap, Commotion, Capri, Forward, Ferryman, Hurricane, King of the Gipsies, Le Grand, Little Sister, Mentor, Malwa, Merman, Meriemu, Off Colour, Robert the Devil, Ringwood, Regnaldi, Signor, Sheerwold, Sheba, Sabotee, Sirocco, The Plunger, Tootoo, The Mad, Verand, Welcome Jack (Wagner's), Liverpool, Beeswax, Leatherwood, Copula, Trenchman, Amber, Chine, Beverly, Golden Butterfly, Sheet Anchor, Fleurette, Metal, Bendor, Radames, Paganini, Silver King, Commotion, Hawthorne, Hector, Thunderbolt, Livingstone, Marshal Ney, Blondin, Sultan, Guetta, Philograf, Anchorite, Stafford, Coningsby, Victress, Black Bomby, Rufus, Morcery, Ex-Minister, Bonnet, Ben, Oxide, Adelaide, and The Broker. bbox=[582, 69, 718, 194]
sailing-time: Monday, 9th, at 8 morning bbox=[39, 578, 105, 586]
dateline: Sydney, Yesterday. bbox=[671, 227, 718, 235]
table-row: 6—Friday ... 5.16 5.37 7.11 4.45 bbox=[5, 1051, 140, 1059]
sailing-time: Wednesday, at 8 o'clock night bbox=[35, 357, 109, 365]
ad-heading: THAMES RIVER STEAM NAVIGATION COMPANY. bbox=[8, 455, 136, 472]
